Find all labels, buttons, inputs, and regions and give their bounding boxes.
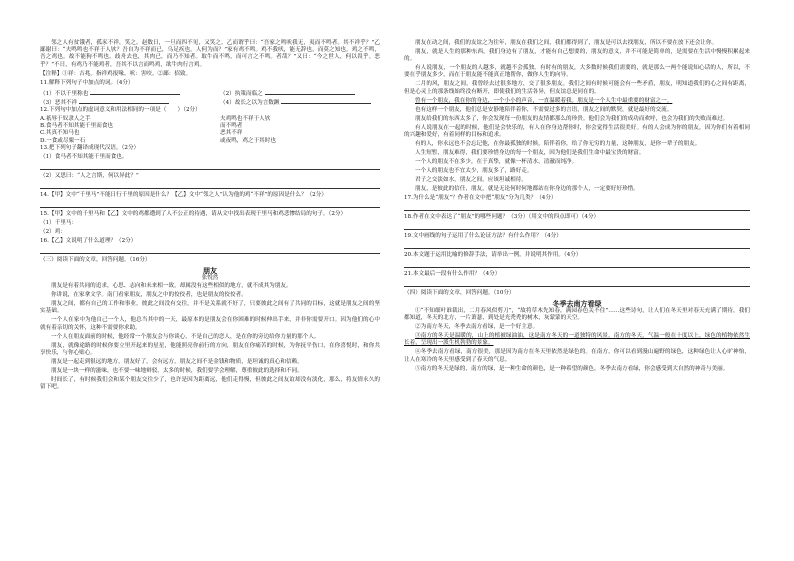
essay-paragraph: 朋友在动之间，我们的友谊之为往年，朋友在我们之间，我们都得到了，朋友是可以去找朋友，所以不要在放下还会让你。	[415, 40, 718, 46]
essay-paragraph: 二月的风，朋友之间，我曾经去过很多地方，交了很多朋友。我们之间有时候可能会有一些矛盾，朋友，明知道我们的心之间有距离，但是心灵上的那条线始终没有断开，即使我们的生活各异，但友谊总是同在的。	[404, 81, 750, 95]
article-paragraph: ①“不知细叶谁裁出，二月春风似剪刀”，“故将草木先知春，满园春色关不住”……这些诗句，让人们在冬天里对春天充满了期待，我们都知道，冬天的北方，一片萧瑟，到处是光秃秃的树木，灰蒙蒙的天空。	[404, 308, 750, 322]
answer-line[interactable]	[40, 182, 380, 189]
essay-paragraph: 朋友之间，都有自己的工作和事业，彼此之间没有交往，并不是关系就不好了，只要彼此之间有了共同的目标，这就是朋友之间的坚实基础。	[40, 301, 380, 315]
essay-paragraph: 朋友给我们的东西太多了，你会发现每一份朋友的友情都那么的珍贵。他们会为我们的成功而欢呼，也会为我们的失败而难过。	[415, 115, 729, 122]
option-d-1: D.一食或尽粟一石	[40, 137, 86, 144]
question-12-options	[40, 116, 380, 145]
section-3-heading: （三）阅读下面的文章，回答问题。（16分）	[40, 256, 151, 263]
answer-blank[interactable]	[265, 89, 355, 95]
essay-paragraph: 朋友是有着共同的追求，心思、志向和未来相一致，却属没有这些相似的地方，就不成其为朋友。	[51, 283, 292, 290]
annotation-note: 【注释】①祥：吉兆。指祥鸡报喙。吠：害咬。②鄙：招致。	[40, 70, 192, 77]
answer-line[interactable]	[404, 204, 750, 211]
essay-paragraph: 有人说朋友在一起的时候，他们是会快乐的，有人在你身边帮你时，你会觉得生活很美好。有的人会成为你的朋友，因为你们有着相同的兴趣和爱好，有着同样的目标和追求。	[404, 124, 750, 138]
article-title: 冬季去南方看绿	[552, 299, 602, 309]
option-d-2: 或夜鸣，鸡之于其时也	[220, 137, 276, 144]
right-column	[404, 40, 750, 375]
question-11-item-4: （4）故长之以为言数蹶	[220, 99, 280, 106]
essay-paragraph: 时间长了，有时候我们会和某个朋友交往少了，也许是因为距离远，他们走得慢，但彼此之间友谊却没有淡化，那么，将友情永久的留下吧。	[40, 376, 380, 391]
answer-line[interactable]	[404, 223, 750, 230]
answer-blank[interactable]	[90, 89, 180, 95]
essay-paragraph: 朋友是一起走到很远的地方，朋友好了，会有远方，朋友之间不是金钱和物质，是坦诚的真心和信赖。	[51, 358, 303, 365]
question-13-item-2: （2）又思曰：“人之言斯，何以异此？”	[40, 172, 139, 179]
essay-paragraph: 朋友，就是人生的那种东西，我们身边有了朋友，才能有自己想要的，朋友的意义，并不可能是简单的，是需要在生活中慢慢积累起来的。	[404, 49, 750, 63]
question-17: 17.为什么是“朋友”？作者在文中把“朋友”分为几类？（4分）	[404, 194, 557, 201]
answer-line[interactable]	[404, 280, 750, 287]
essay-paragraph: 一个人在家中为他自己一个人，他总当其中的一天，最原本的是朋友会在你困难的时候伸出手来，并非你需要开口。因为他们的心中就有着亲切的关怀，这种不需要你求助。	[40, 317, 380, 331]
question-11: 11.解释下列句子中加点的词。（4分）	[40, 79, 134, 86]
classical-text: 邻之人有贫饿者，孤豕不祥，笑之。赵数日，一旦而四不见，又笑之。乙而谓乎曰：“吾家之鸣吠我无，夷而不鸣者。其不祥乎？”乙鄙谢曰：“夫鸣鸣也不祥于人欤？吾自为不祥而已，乌足疾也。人何为而？”家有鸡不鸣。鸡不我吠，能无辞也，而莫之知也。鸡之不鸣，吾之鸡也。故不能狗不鸣也。歧舟去也，其肉已，而乃不知者。取牛而不鸣，而可言之不鸣。者哉？”又曰：“今之世人，何以畏乎。恶乎？”不日，有鸡乃不能鸡者，吾其不以言而鸣鸡，欲牛肉行言鸡。	[40, 40, 380, 68]
left-column	[40, 40, 380, 393]
question-11-item-1: （1）不以千里称也	[40, 90, 89, 97]
option-a-1: A.祇辱于奴隶人之手	[40, 116, 91, 123]
answer-line[interactable]	[404, 261, 750, 268]
option-a-2: 夫鸡鸣也不祥于人欤	[220, 116, 271, 123]
option-c-2: 恶其不祥	[220, 130, 243, 137]
answer-line[interactable]	[404, 242, 750, 249]
article-paragraph-underlined: ③南方的冬天是温暖的，山上的植被绿油油，这是南方冬天的一道独特的风景。南方的冬天，气温一般在十度以上，绿色的植物依然生长着，呈现出一派生机勃勃的景象。	[404, 333, 750, 347]
question-15-item-2: （2）鸡：	[40, 228, 66, 235]
essay-paragraph: 朋友是一块一样的滋味，也不要一味地辩驳。太多的时候，我们要学会理解，尊重彼此的选择和不同。	[51, 367, 303, 374]
question-19: 19.文中画线的句子运用了什么论证方法？有什么作用？（4分）	[404, 232, 562, 239]
question-15: 15.【甲】文中的千里马和【乙】文中的鸡都遭到了人不公正的待遇，请从文中找出表现千里马和鸡悲惨结局的句子。（2分）	[40, 210, 347, 217]
answer-line[interactable]	[40, 163, 380, 170]
option-c-1: C.其真不知马也	[40, 130, 80, 137]
answer-blank[interactable]	[281, 98, 371, 104]
option-b-2: 而不鸣者	[220, 123, 243, 130]
option-b-1: B.食马者不知其能千里而食也	[40, 123, 114, 130]
essay-paragraph: 人生短暂，朋友难得，我们要珍惜身边的每一个朋友，因为他们是我们生命中最宝贵的财富。	[415, 149, 645, 156]
essay-title: 朋友	[203, 266, 217, 276]
question-11-item-2: （2）执策而临之	[220, 90, 263, 97]
question-11-item-3: （3）恶其不祥	[40, 99, 78, 106]
answer-line[interactable]	[40, 201, 380, 208]
essay-paragraph: 朋友，就像途路的时候你要立里开起来的星星，他能照亮你前行的方向，朋友在你痛苦的时候，为你抚平伤口，在你喜悦时，和你共享快乐，与你心贴心。	[40, 342, 380, 356]
essay-paragraph: 君子之交淡如水，朋友之间，应该坦诚相待。	[415, 176, 527, 183]
essay-paragraph: 也有这样一个朋友，他们总是安静地陪伴着你，不需要过多的言语，朋友之间的默契，就是最好的交流。	[415, 106, 673, 113]
answer-line[interactable]	[40, 247, 380, 254]
question-21: 21.本文最后一段有什么作用？（4分）	[404, 270, 501, 277]
essay-paragraph: 一个人在朋友面前的时候，他经常一个朋友会与你谈心，不是自己的恋人，是在你的旁边给你力量的那个人。	[51, 333, 320, 340]
question-16: 16.【乙】文说明了什么道理？（2分）	[40, 237, 137, 244]
question-20: 20.本文题于运用比喻的修辞手法，请举出一例，并说明其作用。（4分）	[404, 251, 582, 258]
essay-author: 张悦然	[201, 275, 219, 282]
essay-paragraph: 一个人的朋友不在多少，在于真挚，就像一杯清水，清澈而纯净。	[415, 158, 578, 165]
question-18: 18.作者在文中表达了“朋友”的哪些问题？（3分）（用文中的四点即可）（4分）	[404, 213, 600, 220]
question-11-items	[40, 89, 380, 107]
essay-paragraph: 你讲说，在家拿文学。南门看家朋友，朋友之中的佼佼者，也是朋友的佼佼者。	[51, 292, 247, 299]
article-paragraph: ④冬季去南方看绿，南方很美，那是因为南方在冬天里依然是绿色的。在南方，你可以看到漫山遍野的绿色，这种绿色让人心旷神怡，让人在寒冷的冬天里感受到了春天的气息。	[404, 349, 750, 363]
underlined-sentence: 曾有一个朋友，我在你的身边，一个小小的声音，一直温暖着我。朋友是一个人生中最重要的财富之一。	[415, 97, 673, 104]
question-12: 12.下列句中加点的虚词意义和用法相同的一项是（ ）（2分）	[40, 107, 201, 114]
question-14: 14.【甲】文中“千里马”不能日行千里的原因是什么？【乙】文中“邻之人”认为他的鸡“不祥”的原因是什么？（2分）	[40, 191, 327, 198]
essay-paragraph: 一个人的朋友也不宜太少，朋友多了，路好走。	[415, 167, 533, 174]
essay-paragraph: 有的人，你永远也不会忘记他，在你最孤独的时候，陪伴着你，给了你无穷的力量，这种朋友，是你一辈子的朋友。	[415, 140, 701, 147]
question-15-item-1: （1）千里马：	[40, 219, 78, 226]
essay-paragraph: 有人说朋友，一个朋友的人越多，就越不会孤独。有时有的朋友，大多数时候我们需要的，就是那么一两个能说知心话的人，所以，不要在乎朋友多少，而在于朋友能不能真正地帮你，做你人生的向导。	[404, 65, 750, 79]
essay-paragraph: 朋友，是彼此的信任，朋友，就是无论何时何地都站在你身边的那个人，一定要好好珍惜。	[415, 185, 639, 192]
answer-blank[interactable]	[79, 98, 169, 104]
article-paragraph: ②为南方冬天，冬季去南方看绿，是一个好主意。	[415, 324, 539, 331]
section-4-heading: （四）阅读下面的文章，回答问题。（10分）	[404, 289, 515, 296]
question-13: 13.把下列句子翻译成现代汉语。（2分）	[40, 144, 140, 151]
article-paragraph: ⑤南方的冬天是绿的，南方的绿，是一种生命的颜色，是一种希望的颜色。冬季去南方看绿，你会感受到大自然的神奇与美丽。	[415, 365, 729, 372]
question-13-item-1: （1）食马者不知其能千里而食也。	[40, 153, 128, 160]
